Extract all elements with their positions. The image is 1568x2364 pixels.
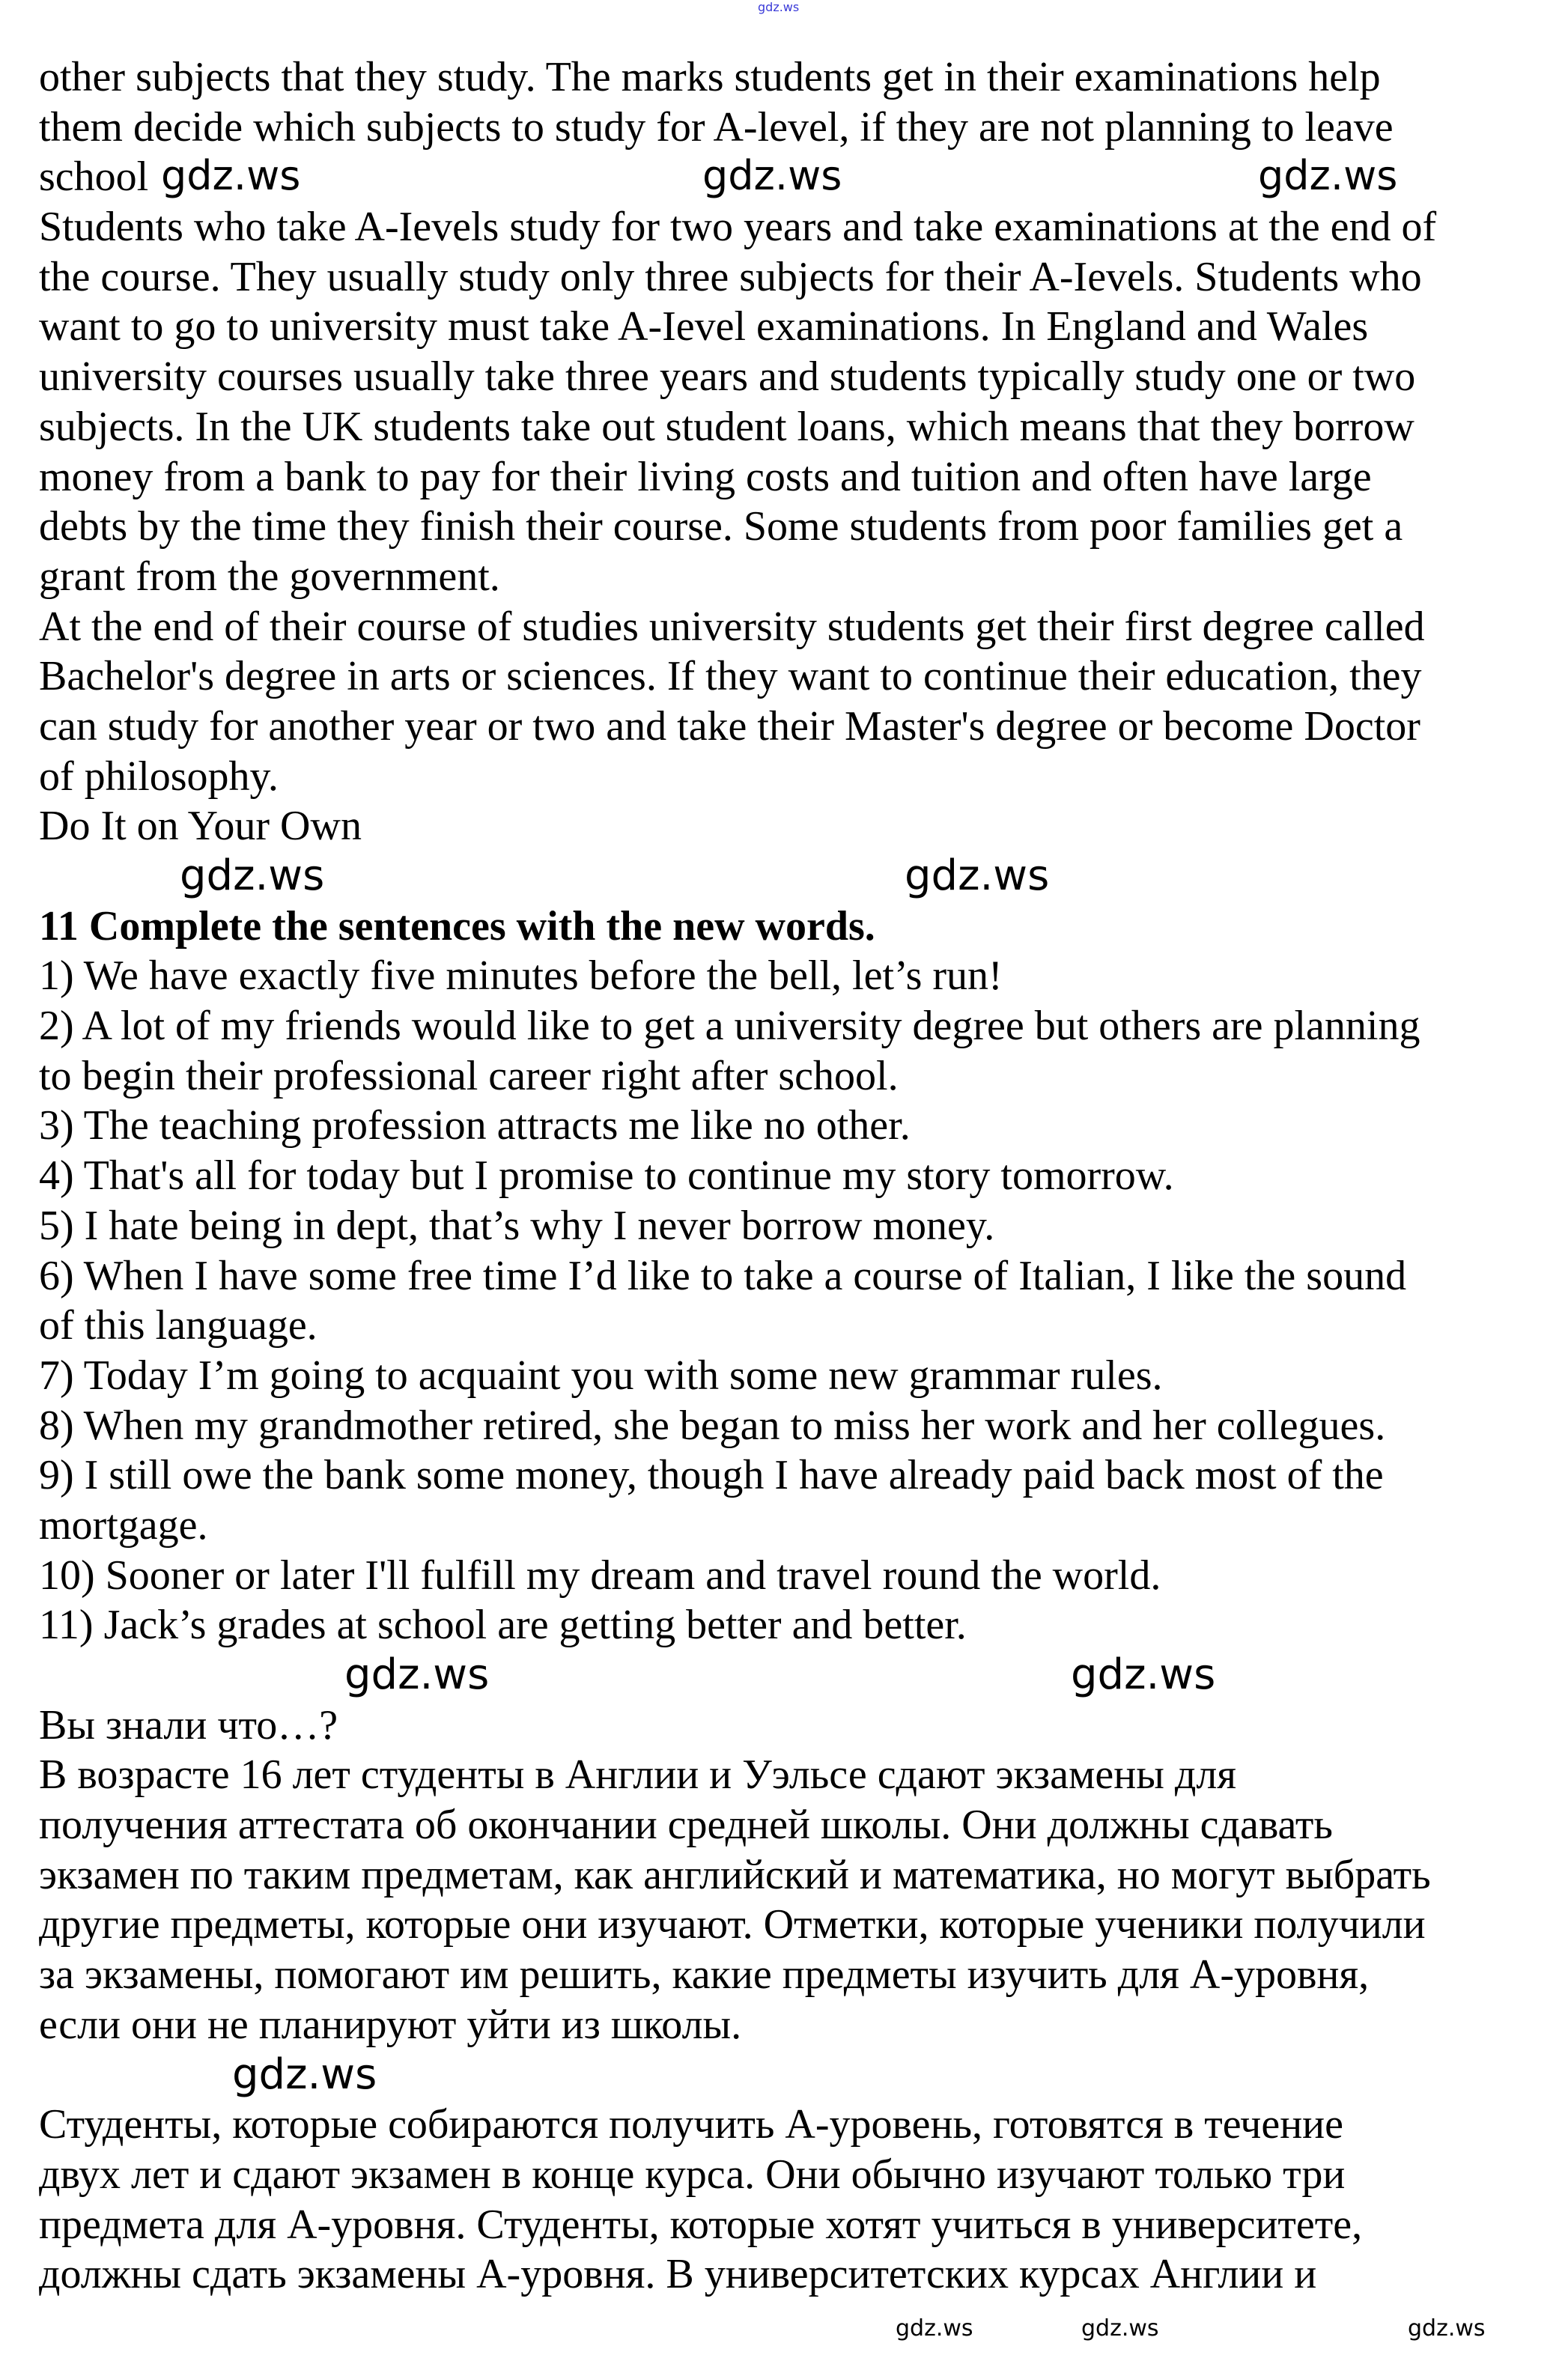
text-line: 11) Jack’s grades at school are getting better and better. <box>39 1602 967 1649</box>
text-line: to begin their professional career right after school. <box>39 1052 899 1099</box>
text-line: 8) When my grandmother retired, she began to miss her work and her collegues. <box>39 1402 1386 1449</box>
text-line: money from a bank to pay for their living costs and tuition and often have large <box>39 453 1372 500</box>
text-line: grant from the government. <box>39 553 500 600</box>
watermark: gdz.ws <box>702 152 842 199</box>
text-line: can study for another year or two and take their Master's degree or become Doctor <box>39 702 1420 750</box>
text-line: Students who take A-Ievels study for two years and take examinations at the end of <box>39 204 1437 251</box>
text-line: 9) I still owe the bank some money, though I have already paid back most of the <box>39 1452 1384 1499</box>
text-line: 5) I hate being in dept, that’s why I never borrow money. <box>39 1202 995 1249</box>
text-line: должны сдать экзамены А-уровня. В университетских курсах Англии и <box>39 2251 1317 2298</box>
text-line: получения аттестата об окончании средней школы. Они должны сдавать <box>39 1802 1333 1849</box>
exercise-heading: 11 Complete the sentences with the new words. <box>39 902 875 949</box>
watermark: gdz.ws <box>180 851 325 900</box>
text-line: of philosophy. <box>39 753 279 800</box>
text-line: subjects. In the UK students take out student loans, which means that they borrow <box>39 403 1414 450</box>
watermark: gdz.ws <box>232 2050 377 2099</box>
text-line: другие предметы, которые они изучают. Отметки, которые ученики получили <box>39 1901 1426 1948</box>
text-line: other subjects that they study. The marks students get in their examinations help <box>39 54 1381 100</box>
text-line: В возрасте 16 лет студенты в Англии и Уэльсе сдают экзамены для <box>39 1751 1237 1799</box>
text-line: экзамен по таким предметам, как английский и математика, но могут выбрать <box>39 1851 1431 1898</box>
watermark: gdz.ws <box>758 0 800 14</box>
watermark: gdz.ws <box>1258 152 1398 199</box>
text-line: если они не планируют уйти из школы. <box>39 2001 742 2048</box>
watermark: gdz.ws <box>161 152 301 199</box>
watermark: gdz.ws <box>344 1650 490 1699</box>
watermark: gdz.ws <box>1071 1650 1216 1699</box>
text-line: 10) Sooner or later I'll fulfill my dream and travel round the world. <box>39 1552 1161 1599</box>
watermark: gdz.ws <box>896 2315 973 2342</box>
text-line: Bachelor's degree in arts or sciences. If they want to continue their education, they <box>39 653 1422 700</box>
text-line: university courses usually take three years and students typically study one or two <box>39 353 1416 401</box>
text-line: 3) The teaching profession attracts me like no other. <box>39 1102 911 1149</box>
watermark: gdz.ws <box>1081 2315 1159 2342</box>
text-line: the course. They usually study only three subjects for their A-Ievels. Students who <box>39 253 1422 300</box>
text-line: them decide which subjects to study for A-level, if they are not planning to leave <box>39 103 1394 151</box>
watermark: gdz.ws <box>1408 2315 1486 2342</box>
text-line: want to go to university must take A-Ievel examinations. In England and Wales <box>39 303 1369 350</box>
text-line: предмета для А-уровня. Студенты, которые хотят учиться в университете, <box>39 2201 1363 2248</box>
text-line: At the end of their course of studies university students get their first degree called <box>39 603 1425 650</box>
text-line: 7) Today I’m going to acquaint you with some new grammar rules. <box>39 1352 1163 1399</box>
watermark: gdz.ws <box>905 851 1050 900</box>
text-line: за экзамены, помогают им решить, какие предметы изучить для А-уровня, <box>39 1951 1370 1999</box>
text-line: of this language. <box>39 1302 317 1349</box>
text-line: Do It on Your Own <box>39 803 362 850</box>
text-line <box>39 1650 1537 1701</box>
text-line: mortgage. <box>39 1501 208 1549</box>
text-line: 6) When I have some free time I’d like to take a course of Italian, I like the sound <box>39 1252 1407 1299</box>
text-line: Студенты, которые собираются получить А-уровень, готовятся в течение <box>39 2101 1343 2148</box>
text-line: Вы знали что…? <box>39 1701 338 1748</box>
text-line: двух лет и сдают экзамен в конце курса. Они обычно изучают только три <box>39 2151 1346 2198</box>
document-page <box>39 52 1537 2300</box>
text-line: 2) A lot of my friends would like to get a university degree but others are planning <box>39 1003 1420 1050</box>
text-line: 4) That's all for today but I promise to continue my story tomorrow. <box>39 1152 1174 1200</box>
text-line: school <box>39 154 149 201</box>
text-line: debts by the time they finish their course. Some students from poor families get a <box>39 503 1403 550</box>
text-line: 1) We have exactly five minutes before the bell, let’s run! <box>39 952 1003 1000</box>
